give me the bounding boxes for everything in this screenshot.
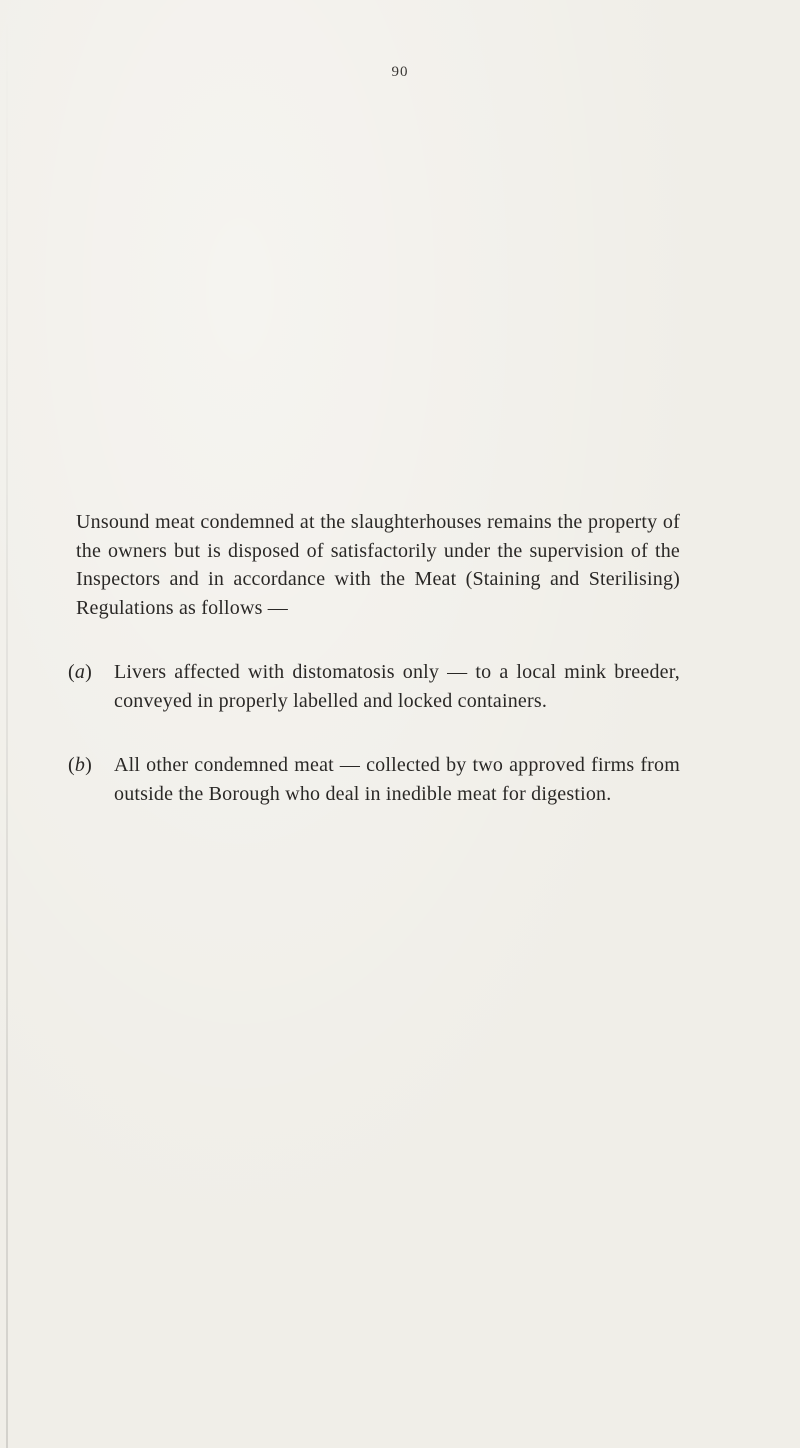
list-item-b-marker: (b) (68, 754, 92, 776)
intro-paragraph: Unsound meat condemned at the slaughterhouses remains the property of the owners but is disposed of satisfactorily under the supervision of the Inspectors and in accordance with the Meat (Staining and Sterilising) Regulations as follows — (76, 511, 680, 619)
list-item-b-text: All other condemned meat — collected by two approved firms from outside the Borough who deal in inedible meat for digestion. (114, 754, 680, 805)
list-item-a (68, 658, 680, 715)
list-item-a-text: Livers affected with distomatosis only — to a local mink breeder, conveyed in properly labelled and locked containers. (114, 661, 680, 712)
document-body (68, 508, 680, 808)
page-number: 90 (391, 64, 409, 80)
disposal-list (68, 658, 680, 808)
page-binding-edge (6, 0, 8, 1448)
list-item-b (68, 751, 680, 808)
list-item-a-marker: (a) (68, 661, 92, 683)
